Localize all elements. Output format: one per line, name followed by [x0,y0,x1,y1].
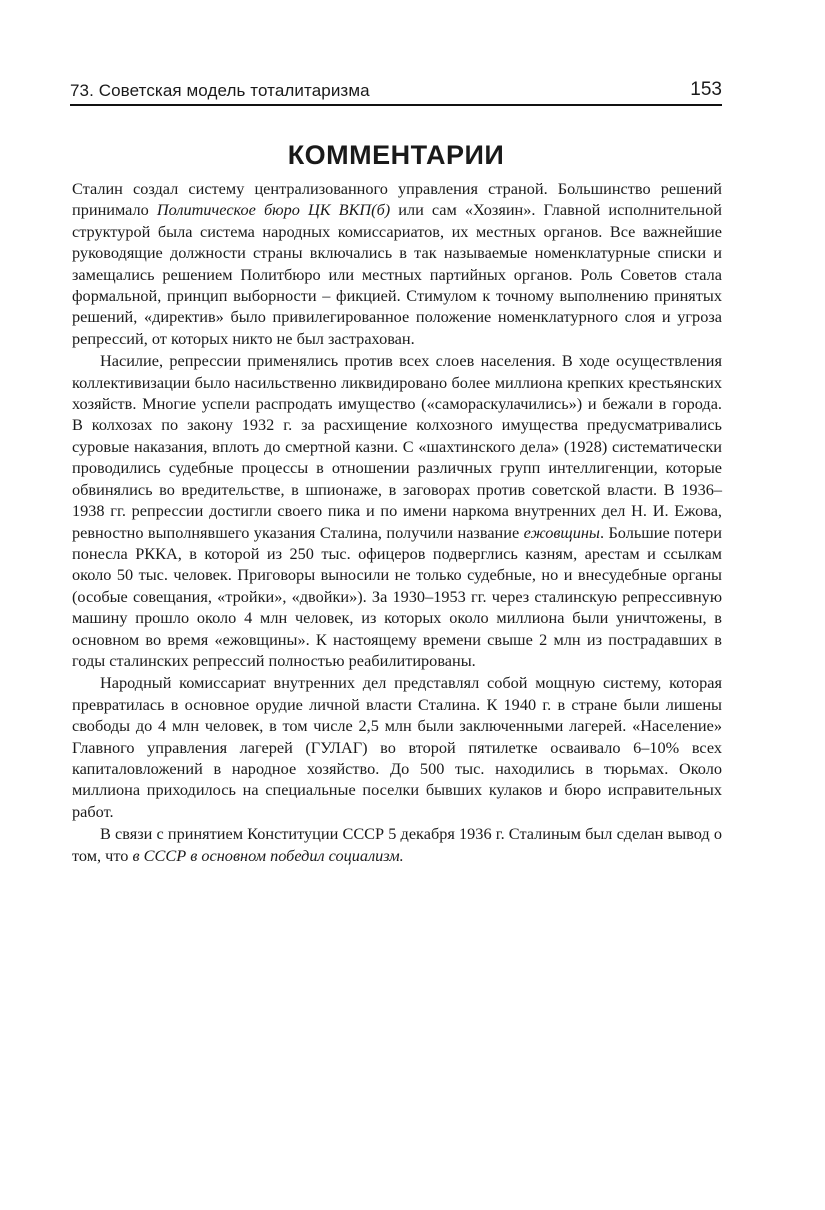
section-heading: КОММЕНТАРИИ [287,140,505,170]
body-text [72,178,722,866]
paragraph-2-text-a: Насилие, репрессии применялись против всех слоев населения. В ходе осуществления коллективизации было насильственно ликвидировано более миллиона крепких крестьянских хозяйств. Многие успели распродать имущество («самораскулачились») и бежали в города. В колхозах по закону 1932 г. за расхищение колхозного имущества предусматривались суровые наказания, вплоть до смертной казни. С «шахтинского дела» (1928) систематически проводились судебные процессы в отношении различных групп интеллигенции, которые обвинялись во вредительстве, в шпионаже, в заговорах против советской власти. В 1936–1938 гг. репрессии достигли своего пика и по имени наркома внутренних дел Н. И. Ежова, ревностно выполнявшего указания Сталина, получили название [72,351,722,542]
paragraph-2-emphasis: ежовщины [523,522,600,542]
paragraph-1-emphasis: Политическое бюро ЦК ВКП(б) [156,200,391,220]
paragraph-4-text-a: В связи с принятием Конституции СССР 5 декабря 1936 г. Сталиным был сделан вывод о том, что [72,824,722,865]
paragraph-4 [72,823,722,866]
paragraph-3: Народный комиссариат внутренних дел представлял собой мощную систему, которая превратилась в основное орудие личной власти Сталина. К 1940 г. в стране были лишены свободы до 4 млн человек, в том числе 2,5 млн были заключенными лагерей. «Население» Главного управления лагерей (ГУЛАГ) во второй пятилетке осваивало 6–10% всех капиталовложений в народное хозяйство. До 500 тыс. находились в тюрьмах. Около миллиона приходилось на специальные поселки бывших кулаков и бюро исправительных работ. [72,673,722,821]
paragraph-1 [72,178,722,349]
paragraph-2-text-c: . Большие потери понесла РККА, в которой из 250 тыс. офицеров подверглись казням, арестам и ссылкам около 50 тыс. человек. Приговоры выносили не только судебные, но и внесудебные органы (особые совещания, «тройки», «двойки»). За 1930–1953 гг. через сталинскую репрессивную машину прошло около 4 млн человек, из которых около миллиона были уничтожены, в основном во время «ежовщины». К настоящему времени свыше 2 млн из пострадавших в годы сталинских репрессий полностью реабилитированы. [72,522,722,670]
running-title: 73. Советская модель тоталитаризма [70,81,370,100]
page-number: 153 [690,79,722,100]
paragraph-4-emphasis: в СССР в основном победил социализм. [132,845,404,865]
running-header [70,74,722,106]
paragraph-2 [72,350,722,671]
paragraph-1-text-c: или сам «Хозяин». Главной исполнительной структурой была система народных комиссариатов, их местных органов. Все важнейшие руководящие должности страны включались в так называемые номенклатурные списки и замещались решением Политбюро или местных партийных органов. Роль Советов стала формальной, принцип выборности – фикцией. Стимулом к точному выполнению принятых решений, «директив» было привилегированное положение номенклатурного слоя и угроза репрессий, от которых никто не был застрахован. [72,200,723,348]
paragraph-1-text-a: Сталин создал систему централизованного управления страной. Большинство решений принимало [72,179,722,220]
